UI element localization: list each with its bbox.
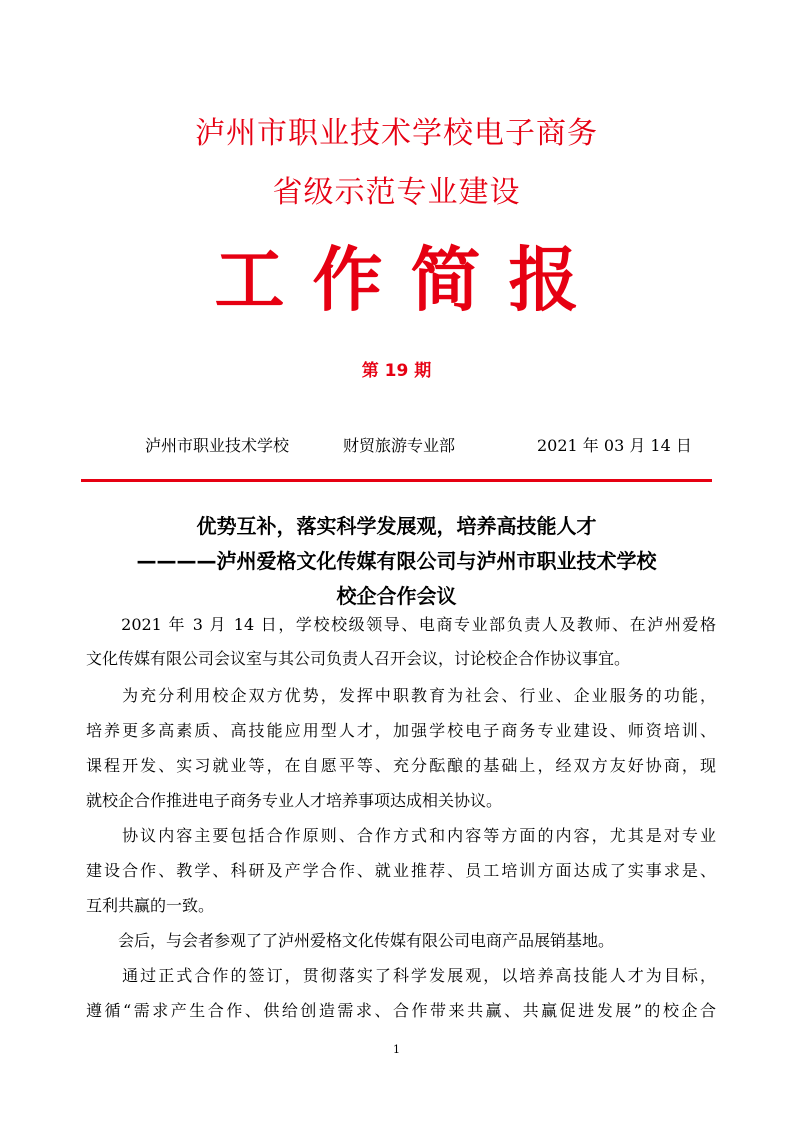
body-line: 文化传媒有限公司会议室与其公司负责人召开会议，讨论校企合作协议事宜。: [86, 649, 631, 668]
body-line: 建设合作、教学、科研及产学合作、就业推荐、员工培训方面达成了实事求是、: [86, 861, 716, 880]
body-line: 互利共赢的一致。: [86, 896, 215, 915]
meta-school: 泸州市职业技术学校: [145, 436, 290, 455]
body-line: 协议内容主要包括合作原则、合作方式和内容等方面的内容，尤其是对专业: [86, 826, 716, 845]
body-line: 2021 年 3 月 14 日，学校校级领导、电商专业部负责人及教师、在泸州爱格: [86, 615, 716, 634]
article-title-line-1: 优势互补，落实科学发展观，培养高技能人才: [196, 514, 597, 538]
body-line: 遵循“需求产生合作、供给创造需求、合作带来共赢、共赢促进发展”的校企合: [86, 1001, 716, 1020]
body-line: 培养更多高素质、高技能应用型人才，加强学校电子商务专业建设、师资培训、: [86, 721, 716, 740]
header-line-1: 泸州市职业技术学校电子商务: [195, 116, 598, 151]
body-line: 为充分利用校企双方优势，发挥中职教育为社会、行业、企业服务的功能，: [86, 686, 716, 705]
meta-department: 财贸旅游专业部: [343, 436, 456, 455]
body-line: 通过正式合作的签订，贯彻落实了科学发展观，以培养高技能人才为目标，: [86, 966, 716, 985]
body-line: 会后，与会者参观了了泸州爱格文化传媒有限公司电商产品展销基地。: [86, 931, 615, 950]
header-line-2: 省级示范专业建设: [272, 175, 521, 210]
body-line: 就校企合作推进电子商务专业人才培养事项达成相关协议。: [86, 791, 503, 810]
page-number: 1: [393, 1043, 400, 1056]
issue-number: 第 19 期: [361, 361, 432, 381]
bulletin-title: 工作简报: [214, 239, 607, 321]
body-line: 课程开发、实习就业等，在自愿平等、充分酝酿的基础上，经双方友好协商，现: [86, 756, 716, 775]
article-title-line-2: ————泸州爱格文化传媒有限公司与泸州市职业技术学校: [136, 549, 657, 573]
article-title-line-3: 校企合作会议: [336, 584, 457, 608]
red-divider: [81, 479, 712, 482]
meta-date: 2021 年 03 月 14 日: [537, 436, 692, 455]
